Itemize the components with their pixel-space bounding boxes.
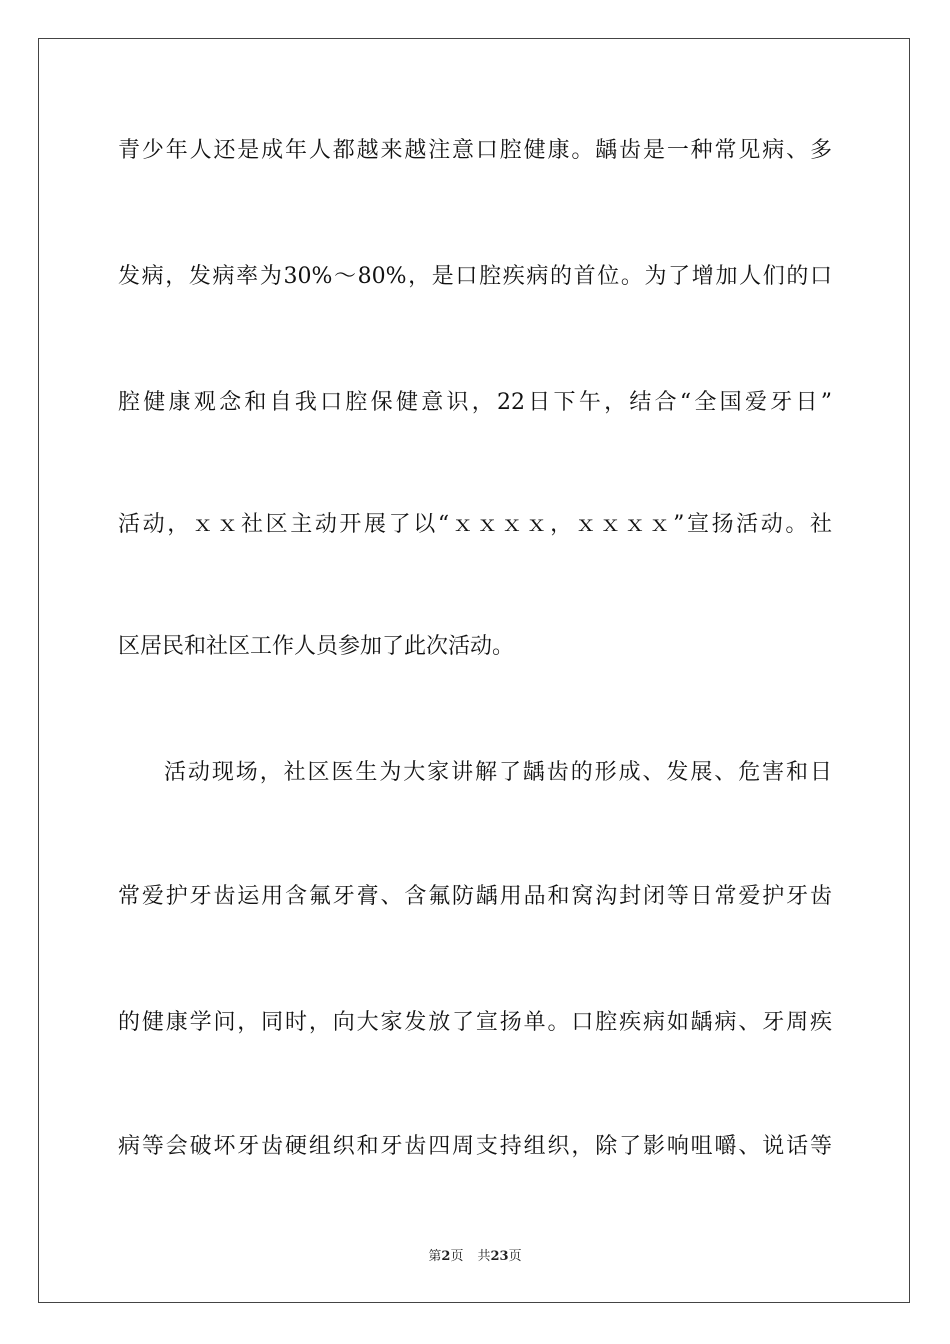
- page-footer: [0, 1248, 950, 1266]
- text-line: 区居民和社区工作人员参加了此次活动。: [118, 634, 515, 659]
- paragraph-first-line: 活动现场，社区医生为大家讲解了龋齿的形成、发展、危害和日: [164, 760, 832, 785]
- text-line: 常爱护牙齿运用含氟牙膏、含氟防龋用品和窝沟封闭等日常爱护牙齿: [118, 884, 832, 909]
- page-suffix: 页: [450, 1249, 464, 1264]
- page-border: [38, 38, 910, 1303]
- text-line: 活动，ｘｘ社区主动开展了以“ｘｘｘｘ，ｘｘｘｘ”宣扬活动。社: [118, 512, 832, 537]
- text-line: 的健康学问，同时，向大家发放了宣扬单。口腔疾病如龋病、牙周疾: [118, 1010, 832, 1035]
- total-pages: 23: [490, 1249, 509, 1264]
- text-line: 腔健康观念和自我口腔保健意识，22日下午，结合“全国爱牙日”: [118, 390, 832, 415]
- total-prefix: 共: [477, 1249, 491, 1264]
- page-prefix: 第: [428, 1249, 442, 1264]
- text-line: 病等会破坏牙齿硬组织和牙齿四周支持组织，除了影响咀嚼、说话等: [118, 1134, 832, 1159]
- text-line: 青少年人还是成年人都越来越注意口腔健康。龋齿是一种常见病、多: [118, 138, 832, 163]
- page-number: 2: [441, 1249, 451, 1264]
- total-suffix: 页: [508, 1249, 522, 1264]
- text-line: 发病，发病率为30%～80%，是口腔疾病的首位。为了增加人们的口: [118, 264, 832, 289]
